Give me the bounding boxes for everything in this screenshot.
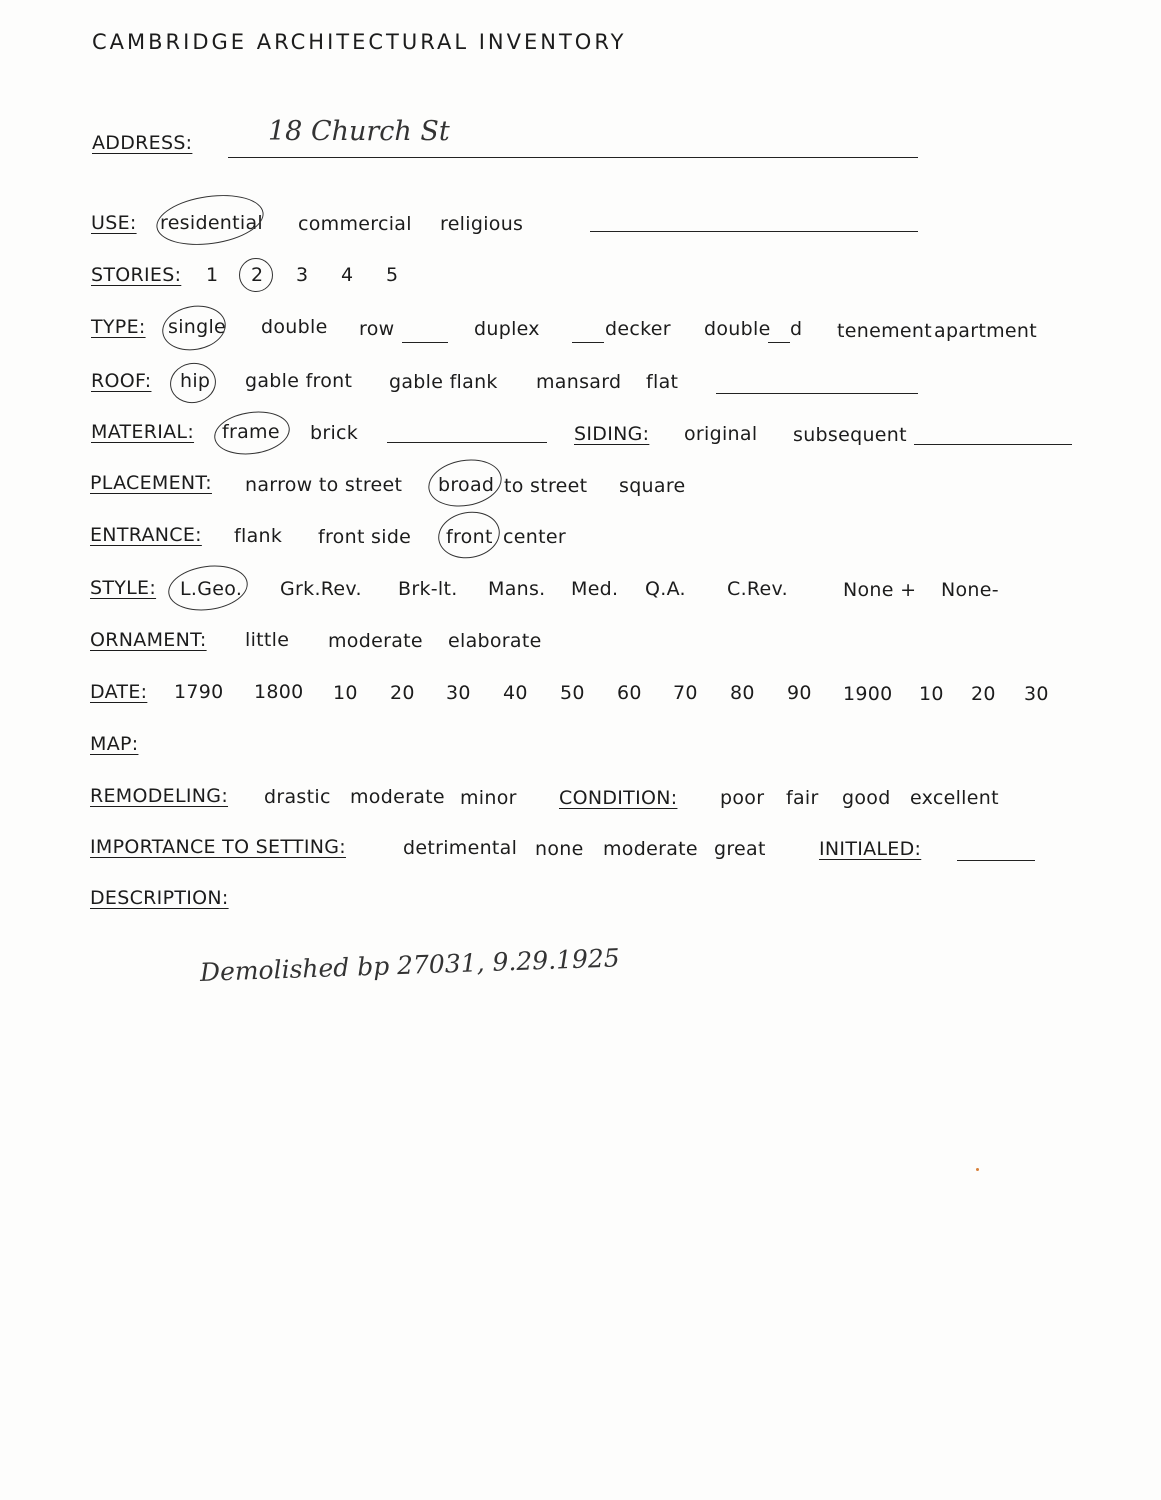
description-label: DESCRIPTION: [90,887,229,909]
date-option: 80 [730,682,755,704]
use-option-residential: residential [160,212,264,234]
date-option: 1800 [254,681,304,703]
use-label: USE: [91,212,137,234]
placement-option-narrow: narrow to street [245,474,403,496]
placement-option-to-street: to street [504,475,588,497]
material-selected-circle [211,407,292,459]
roof-option-flat: flat [646,371,679,393]
style-option-none-minus: None- [941,579,999,601]
siding-option-original: original [684,423,758,445]
siding-other-line [914,444,1072,445]
roof-label: ROOF: [91,370,152,392]
type-decker-line [572,342,604,343]
stories-option-1: 1 [206,264,219,286]
style-option-mans: Mans. [488,578,546,600]
type-option-duplex: duplex [474,318,540,340]
date-option: 60 [617,682,642,704]
entrance-label: ENTRANCE: [90,524,202,546]
stories-selected-circle [239,258,273,292]
type-option-double-decker: double [704,318,771,340]
style-option-l-geo: L.Geo. [180,578,243,600]
remodeling-label: REMODELING: [90,785,229,807]
map-label: MAP: [90,733,139,755]
placement-option-square: square [619,475,686,497]
address-handwritten: 18 Church St [268,116,450,147]
material-label: MATERIAL: [91,421,195,443]
stories-option-5: 5 [386,264,399,286]
date-option: 10 [919,683,944,705]
style-option-c-rev: C.Rev. [727,578,788,600]
condition-option-poor: poor [720,787,765,809]
placement-selected-circle [425,454,506,512]
condition-option-fair: fair [786,787,819,809]
stories-option-2: 2 [251,264,264,286]
roof-option-gable-front: gable front [245,370,353,392]
material-option-brick: brick [310,422,359,444]
date-option: 30 [446,682,471,704]
date-option: 40 [503,682,528,704]
importance-option-moderate: moderate [603,838,698,860]
type-option-tenement: tenement [837,320,932,342]
type-option-apartment: apartment [934,320,1037,342]
siding-label: SIDING: [574,423,650,445]
paper-speck [976,1168,979,1171]
date-option: 20 [971,683,996,705]
condition-option-good: good [842,787,891,809]
style-option-brk-lt: Brk-lt. [398,578,458,600]
initialed-line [957,860,1035,861]
stories-option-4: 4 [341,264,354,286]
material-option-frame: frame [222,421,280,443]
type-option-single: single [168,316,227,338]
roof-option-hip: hip [180,370,211,392]
stories-label: STORIES: [91,264,182,286]
placement-label: PLACEMENT: [90,472,212,494]
ornament-option-little: little [245,629,290,651]
date-option: 10 [333,682,358,704]
date-label: DATE: [90,681,148,703]
material-other-line [387,442,547,443]
type-option-d: d [790,318,803,340]
entrance-option-front: front [446,526,493,548]
type-row-line [402,342,448,343]
condition-label: CONDITION: [559,787,678,809]
style-option-med: Med. [571,578,619,600]
style-option-none-plus: None + [843,579,917,601]
style-option-grk-rev: Grk.Rev. [280,578,362,600]
ornament-label: ORNAMENT: [90,629,207,651]
importance-option-none: none [535,838,584,860]
date-option: 1900 [843,683,893,705]
date-option: 20 [390,682,415,704]
entrance-option-flank: flank [234,525,283,547]
remodeling-option-drastic: drastic [264,786,331,808]
address-label: ADDRESS: [92,132,193,154]
description-handwritten: Demolished bp 27031, 9.29.1925 [199,943,621,987]
importance-option-great: great [714,838,766,860]
date-option: 30 [1024,683,1049,705]
placement-option-broad: broad [438,474,495,496]
roof-option-mansard: mansard [536,371,622,393]
condition-option-excellent: excellent [910,787,999,809]
remodeling-option-moderate: moderate [350,786,445,808]
use-other-line [590,231,918,232]
style-label: STYLE: [90,577,157,599]
siding-option-subsequent: subsequent [793,424,907,446]
roof-other-line [716,393,918,394]
use-option-commercial: commercial [298,213,412,235]
use-option-religious: religious [440,213,524,235]
entrance-option-center: center [503,526,566,548]
type-option-row: row [359,318,395,340]
ornament-option-moderate: moderate [328,630,423,652]
date-option: 90 [787,682,812,704]
type-double-d-line [768,342,790,343]
importance-option-detrimental: detrimental [403,837,518,859]
roof-selected-circle [167,359,219,406]
style-option-qa: Q.A. [645,578,686,600]
date-option: 70 [673,682,698,704]
date-option: 50 [560,682,585,704]
entrance-option-front-side: front side [318,526,412,548]
style-selected-circle [165,561,250,616]
use-selected-circle [153,189,267,252]
stories-option-3: 3 [296,264,309,286]
initialed-label: INITIALED: [819,838,922,860]
type-option-double: double [261,316,328,338]
address-line [228,157,918,158]
form-title: CAMBRIDGE ARCHITECTURAL INVENTORY [92,30,627,54]
date-option: 1790 [174,681,224,703]
roof-option-gable-flank: gable flank [389,371,498,393]
type-selected-circle [159,301,230,355]
type-label: TYPE: [91,316,146,338]
type-option-decker: decker [605,318,671,340]
remodeling-option-minor: minor [460,787,517,809]
entrance-selected-circle [434,507,503,563]
importance-label: IMPORTANCE TO SETTING: [90,836,346,858]
ornament-option-elaborate: elaborate [448,630,542,652]
